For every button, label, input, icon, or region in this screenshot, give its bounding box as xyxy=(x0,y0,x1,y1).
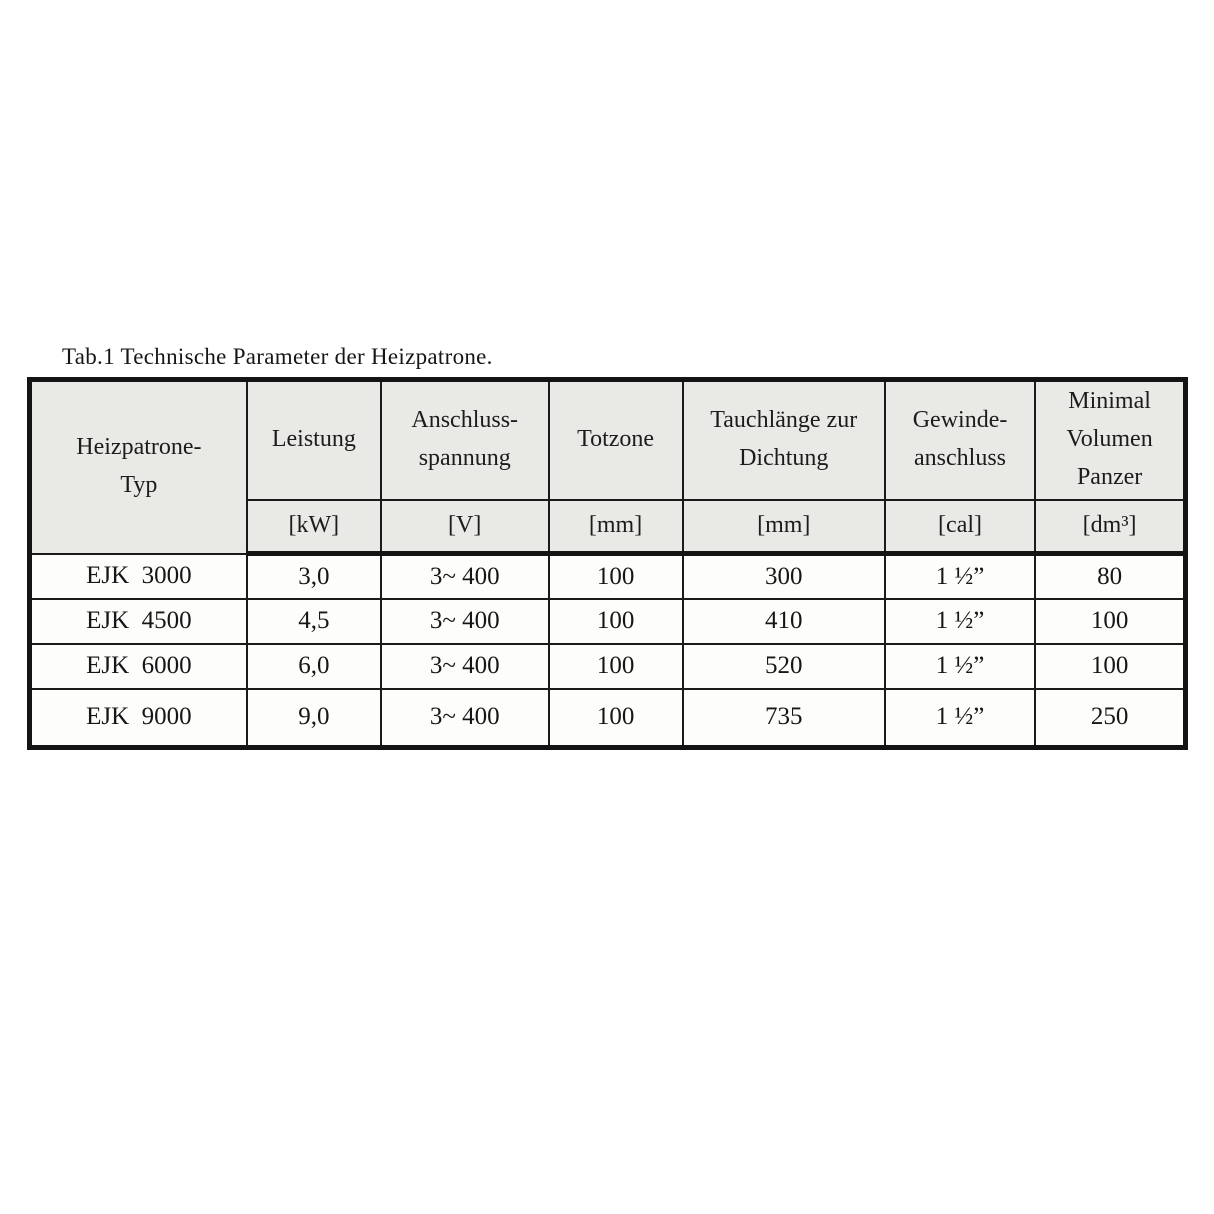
row-type-cell: EJK 6000 xyxy=(30,644,247,689)
value-cell: 300 xyxy=(683,554,885,599)
value-cell: 3~ 400 xyxy=(381,554,549,599)
value-cell: 735 xyxy=(683,689,885,748)
column-header-line: Gewinde- xyxy=(912,407,1008,434)
column-header-line: Minimal xyxy=(1068,388,1151,415)
column-header-line: Dichtung xyxy=(739,445,829,472)
table-caption: Tab.1 Technische Parameter der Heizpatrone. xyxy=(62,344,493,369)
column-unit-1: [kW] xyxy=(247,500,381,554)
table-row xyxy=(30,599,1186,644)
value-cell: 1 ½” xyxy=(885,599,1035,644)
parameters-table xyxy=(27,377,1188,750)
column-header-2 xyxy=(381,380,549,500)
column-header-line: Volumen xyxy=(1066,426,1153,453)
column-header-4 xyxy=(683,380,885,500)
value-cell: 3~ 400 xyxy=(381,644,549,689)
column-unit-6: [dm³] xyxy=(1035,500,1185,554)
column-unit-3: [mm] xyxy=(549,500,683,554)
column-header-line: Anschluss- xyxy=(411,407,519,434)
value-cell: 3~ 400 xyxy=(381,689,549,748)
table-row xyxy=(30,554,1186,599)
table-row xyxy=(30,644,1186,689)
value-cell: 3~ 400 xyxy=(381,599,549,644)
value-cell: 410 xyxy=(683,599,885,644)
column-unit-2: [V] xyxy=(381,500,549,554)
value-cell: 100 xyxy=(549,689,683,748)
value-cell: 100 xyxy=(549,599,683,644)
column-header-3 xyxy=(549,380,683,500)
row-type-cell: EJK 4500 xyxy=(30,599,247,644)
table-head xyxy=(30,380,1186,554)
column-header-line: Leistung xyxy=(271,426,356,453)
column-unit-5: [cal] xyxy=(885,500,1035,554)
column-header-line: anschluss xyxy=(914,445,1007,472)
value-cell: 6,0 xyxy=(247,644,381,689)
column-header-0 xyxy=(30,380,247,554)
value-cell: 100 xyxy=(1035,599,1185,644)
value-cell: 100 xyxy=(1035,644,1185,689)
value-cell: 100 xyxy=(549,554,683,599)
value-cell: 520 xyxy=(683,644,885,689)
column-header-5 xyxy=(885,380,1035,500)
value-cell: 250 xyxy=(1035,689,1185,748)
value-cell: 100 xyxy=(549,644,683,689)
row-type-cell: EJK 3000 xyxy=(30,554,247,599)
table-row xyxy=(30,689,1186,748)
row-type-cell: EJK 9000 xyxy=(30,689,247,748)
value-cell: 3,0 xyxy=(247,554,381,599)
value-cell: 1 ½” xyxy=(885,644,1035,689)
column-header-line: Totzone xyxy=(577,426,655,453)
table-body xyxy=(30,554,1186,748)
column-unit-4: [mm] xyxy=(683,500,885,554)
column-header-line: spannung xyxy=(418,445,511,472)
column-header-1 xyxy=(247,380,381,500)
value-cell: 4,5 xyxy=(247,599,381,644)
column-header-line: Tauchlänge zur xyxy=(710,407,858,434)
value-cell: 9,0 xyxy=(247,689,381,748)
value-cell: 1 ½” xyxy=(885,554,1035,599)
value-cell: 1 ½” xyxy=(885,689,1035,748)
column-header-line: Heizpatrone- xyxy=(76,434,202,461)
value-cell: 80 xyxy=(1035,554,1185,599)
column-header-6 xyxy=(1035,380,1185,500)
column-header-line: Panzer xyxy=(1076,464,1143,491)
header-row xyxy=(30,380,1186,500)
column-header-line: Typ xyxy=(120,472,158,499)
